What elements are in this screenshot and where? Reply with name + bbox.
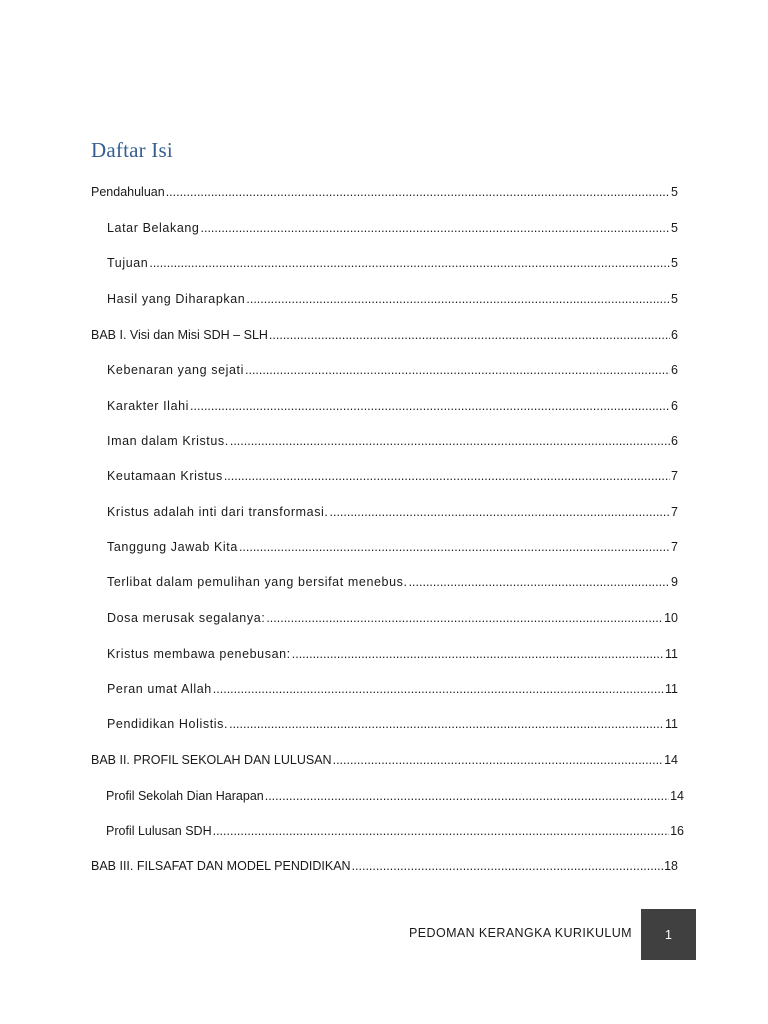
toc-entry-latar-belakang[interactable] [107, 219, 678, 237]
toc-entry-label: Tujuan [107, 256, 149, 270]
toc-leader-dots [269, 326, 670, 344]
toc-leader-dots [166, 183, 670, 201]
toc-entry-page: 5 [671, 292, 678, 306]
toc-leader-dots [245, 361, 670, 379]
footer-page-number-box [641, 909, 696, 960]
toc-entry-label: Profil Sekolah Dian Harapan [106, 789, 264, 803]
toc-entry-label: Latar Belakang [107, 221, 200, 235]
toc-leader-dots [149, 254, 670, 272]
toc-entry-dosa[interactable] [107, 609, 678, 627]
toc-entry-bab-2[interactable] [91, 751, 678, 769]
toc-entry-label: Iman dalam Kristus. [107, 434, 229, 448]
toc-leader-dots [246, 290, 670, 308]
toc-entry-label: Kristus membawa penebusan: [107, 647, 291, 661]
toc-entry-page: 5 [671, 256, 678, 270]
toc-entry-page: 6 [671, 363, 678, 377]
toc-entry-page: 9 [671, 575, 678, 589]
toc-entry-profil-sekolah[interactable] [106, 787, 684, 805]
toc-entry-page: 14 [664, 753, 678, 767]
toc-entry-iman[interactable] [107, 432, 678, 450]
toc-leader-dots [292, 645, 664, 663]
toc-leader-dots [266, 609, 663, 627]
toc-leader-dots [224, 467, 670, 485]
toc-entry-page: 6 [671, 434, 678, 448]
toc-leader-dots [352, 857, 664, 875]
toc-entry-label: Profil Lulusan SDH [106, 824, 212, 838]
toc-entry-page: 7 [671, 540, 678, 554]
toc-entry-page: 7 [671, 469, 678, 483]
toc-entry-label: Kebenaran yang sejati [107, 363, 244, 377]
toc-entry-label: Kristus adalah inti dari transformasi. [107, 505, 329, 519]
toc-leader-dots [230, 432, 670, 450]
toc-entry-page: 11 [665, 717, 678, 731]
toc-leader-dots [330, 503, 671, 521]
toc-title: Daftar Isi [91, 138, 173, 162]
toc-entry-page: 11 [665, 647, 678, 661]
toc-entry-pendidikan-holistis[interactable] [107, 715, 678, 733]
toc-leader-dots [229, 715, 664, 733]
toc-entry-terlibat[interactable] [107, 573, 678, 591]
toc-entry-profil-lulusan[interactable] [106, 822, 684, 840]
toc-entry-label: Pendahuluan [91, 185, 165, 199]
toc-entry-label: Pendidikan Holistis. [107, 717, 229, 731]
toc-entry-tujuan[interactable] [107, 254, 678, 272]
toc-entry-kebenaran[interactable] [107, 361, 678, 379]
toc-leader-dots [213, 680, 664, 698]
toc-entry-label: BAB III. FILSAFAT DAN MODEL PENDIDIKAN [91, 859, 351, 873]
toc-entry-bab-1[interactable] [91, 326, 678, 344]
toc-leader-dots [265, 787, 669, 805]
footer-document-title: PEDOMAN KERANGKA KURIKULUM [409, 926, 632, 940]
toc-entry-page: 14 [670, 789, 684, 803]
toc-entry-page: 10 [664, 611, 678, 625]
toc-entry-page: 5 [671, 185, 678, 199]
toc-entry-pendahuluan[interactable] [91, 183, 678, 201]
footer-page-number: 1 [665, 927, 672, 942]
toc-entry-label: Tanggung Jawab Kita [107, 540, 238, 554]
toc-entry-hasil[interactable] [107, 290, 678, 308]
toc-leader-dots [333, 751, 664, 769]
toc-entry-label: Keutamaan Kristus [107, 469, 223, 483]
toc-leader-dots [239, 538, 670, 556]
toc-entry-bab-3[interactable] [91, 857, 678, 875]
toc-entry-page: 6 [671, 399, 678, 413]
toc-entry-label: Karakter Ilahi [107, 399, 190, 413]
toc-entry-page: 7 [671, 505, 678, 519]
toc-entry-label: BAB I. Visi dan Misi SDH – SLH [91, 328, 268, 342]
toc-leader-dots [190, 397, 670, 415]
toc-entry-label: Hasil yang Diharapkan [107, 292, 246, 306]
toc-entry-keutamaan[interactable] [107, 467, 678, 485]
toc-entry-label: Dosa merusak segalanya: [107, 611, 266, 625]
toc-entry-page: 11 [665, 682, 678, 696]
toc-entry-kristus-inti[interactable] [107, 503, 678, 521]
toc-entry-page: 6 [671, 328, 678, 342]
toc-entry-page: 18 [664, 859, 678, 873]
toc-entry-label: BAB II. PROFIL SEKOLAH DAN LULUSAN [91, 753, 332, 767]
toc-leader-dots [213, 822, 669, 840]
toc-leader-dots [201, 219, 671, 237]
toc-entry-peran[interactable] [107, 680, 678, 698]
toc-entry-page: 16 [670, 824, 684, 838]
toc-leader-dots [409, 573, 670, 591]
toc-entry-label: Peran umat Allah [107, 682, 212, 696]
toc-entry-label: Terlibat dalam pemulihan yang bersifat menebus. [107, 575, 408, 589]
toc-entry-kristus-penebusan[interactable] [107, 645, 678, 663]
toc-entry-tanggung-jawab[interactable] [107, 538, 678, 556]
toc-entry-page: 5 [671, 221, 678, 235]
toc-entry-karakter[interactable] [107, 397, 678, 415]
